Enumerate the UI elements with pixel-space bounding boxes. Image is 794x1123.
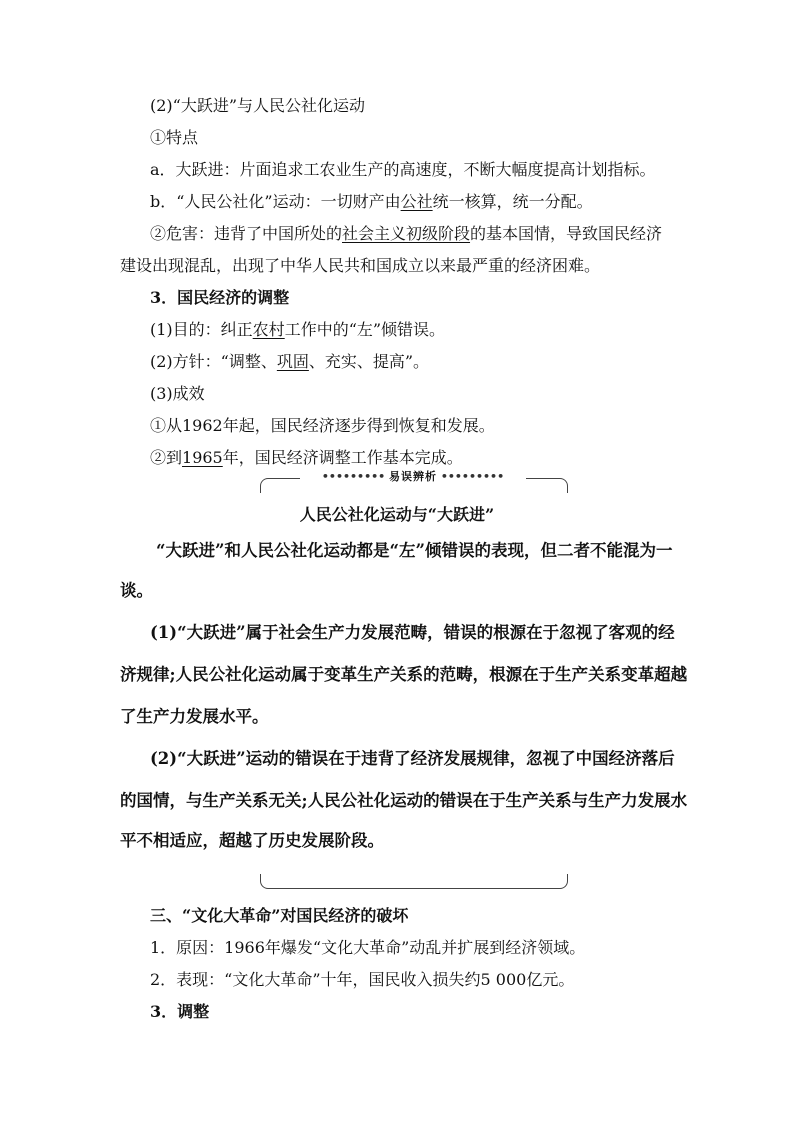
feature-commune: b．“人民公社化”运动：一切财产由公社统一核算，统一分配。 bbox=[150, 192, 593, 211]
underlined-term: 公社 bbox=[400, 192, 433, 211]
cr-cause: 1．原因：1966年爆发“文化大革命”动乱并扩展到经济领域。 bbox=[150, 938, 586, 957]
underlined-term: 1965 bbox=[182, 448, 223, 467]
analysis-box-title: 人民公社化运动与“大跃进” bbox=[299, 505, 495, 524]
heading-cultural-revolution: 三、“文化大革命”对国民经济的破坏 bbox=[150, 906, 409, 925]
result-1965: ②到1965年，国民经济调整工作基本完成。 bbox=[150, 448, 463, 467]
adjustment-policy: (2)方针：“调整、巩固、充实、提高”。 bbox=[150, 352, 430, 371]
analysis-box-bottom bbox=[260, 874, 568, 889]
box-paragraph-line: (2)“大跃进”运动的错误在于违背了经济发展规律，忽视了中国经济落后 bbox=[150, 749, 675, 768]
harm-line-2: 建设出现混乱，出现了中华人民共和国成立以来最严重的经济困难。 bbox=[120, 256, 601, 275]
adjustment-results: (3)成效 bbox=[150, 384, 205, 403]
feature-great-leap: a．大跃进：片面追求工农业生产的高速度，不断大幅度提高计划指标。 bbox=[150, 160, 656, 179]
box-paragraph-line: 济规律;人民公社化运动属于变革生产关系的范畴，根源在于生产关系变革超越 bbox=[120, 665, 688, 684]
box-paragraph-line: 谈。 bbox=[120, 581, 153, 600]
box-paragraph-line: (1)“大跃进”属于社会生产力发展范畴，错误的根源在于忽视了客观的经 bbox=[150, 623, 675, 642]
underlined-term: 巩固 bbox=[276, 352, 309, 371]
underlined-term: 农村 bbox=[252, 320, 285, 339]
cr-manifestation: 2．表现：“文化大革命”十年，国民收入损失约5 000亿元。 bbox=[150, 970, 575, 989]
adjustment-purpose: (1)目的：纠正农村工作中的“左”倾错误。 bbox=[150, 320, 446, 339]
heading-adjustment: 3．国民经济的调整 bbox=[150, 288, 290, 307]
underlined-term: 社会主义初级阶段 bbox=[342, 224, 471, 243]
box-paragraph-line: 了生产力发展水平。 bbox=[120, 707, 269, 726]
box-paragraph-line: “大跃进”和人民公社化运动都是“左”倾错误的表现，但二者不能混为一 bbox=[156, 541, 673, 560]
box-paragraph-line: 的国情，与生产关系无关;人民公社化运动的错误在于生产关系与生产力发展水 bbox=[120, 791, 688, 810]
analysis-box-label: ••••••••• 易误辨析 ••••••••• bbox=[300, 469, 526, 485]
subheading-features: ①特点 bbox=[150, 128, 199, 147]
cr-adjustment: 3．调整 bbox=[150, 1002, 210, 1021]
harm-line-1: ②危害：违背了中国所处的社会主义初级阶段的基本国情，导致国民经济 bbox=[150, 224, 663, 243]
box-paragraph-line: 平不相适应，超越了历史发展阶段。 bbox=[120, 831, 384, 850]
heading-great-leap-forward: (2)“大跃进”与人民公社化运动 bbox=[150, 96, 366, 115]
result-1962: ①从1962年起，国民经济逐步得到恢复和发展。 bbox=[150, 416, 495, 435]
